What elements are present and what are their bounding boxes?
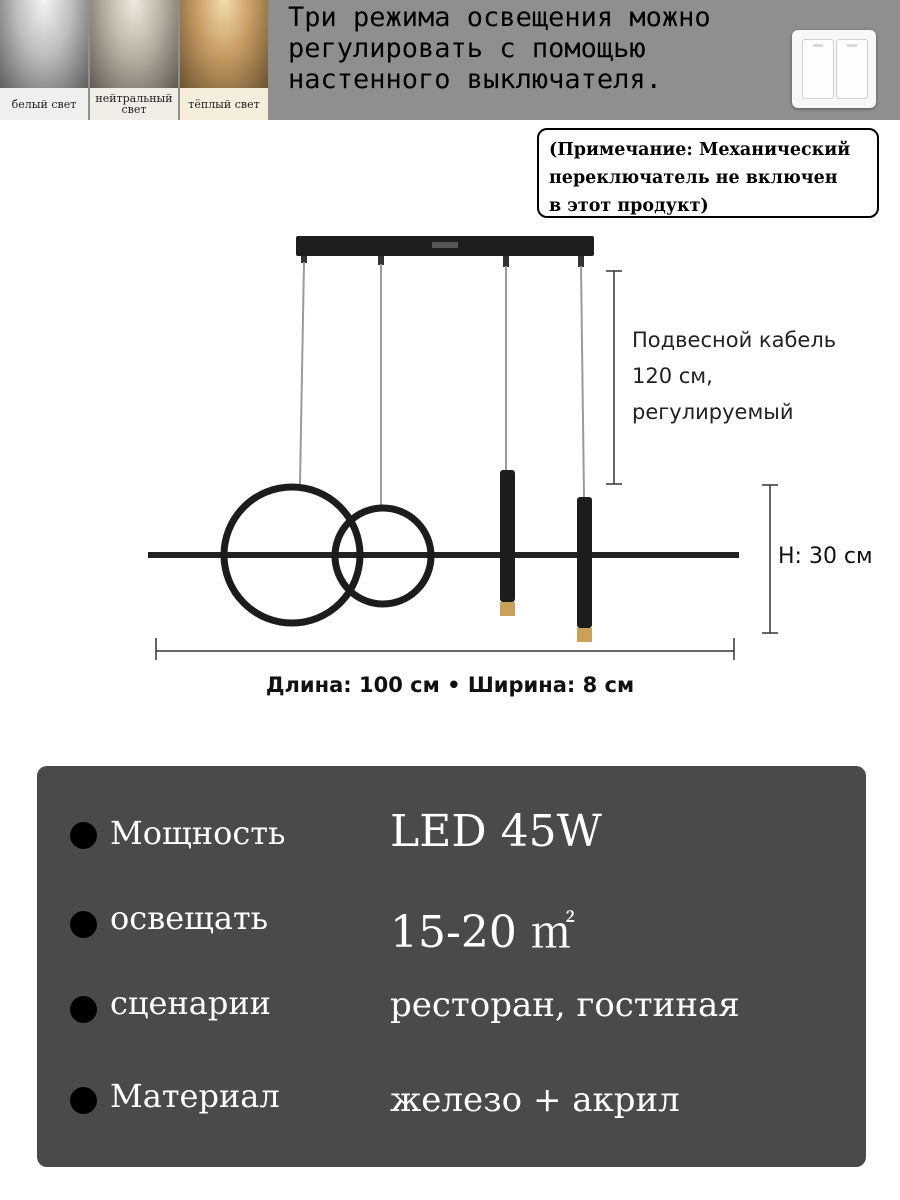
spec-value: LED 45W — [390, 806, 602, 857]
bullet-icon — [70, 822, 97, 849]
spec-value: железо + акрил — [390, 1080, 680, 1120]
neutral-light-label: нейтральный свет — [90, 88, 178, 120]
note-line-2: переключатель не включен — [549, 168, 838, 188]
cable-length-label — [632, 322, 892, 430]
warm-light-label: тёплый свет — [180, 88, 268, 120]
spec-name: Мощность — [110, 814, 286, 852]
spec-row-power — [37, 804, 866, 864]
spec-name: Материал — [110, 1077, 280, 1115]
height-dimension-line — [762, 485, 778, 633]
canopy-controls — [432, 242, 458, 248]
white-light-label: белый свет — [0, 88, 88, 120]
spec-row-area — [37, 894, 866, 958]
spec-value: ресторан, гостиная — [390, 985, 740, 1025]
bullet-icon — [70, 996, 97, 1023]
cable-label-line-2: 120 см, — [632, 364, 713, 388]
cable-dimension-line — [606, 271, 622, 484]
length-dimension-line — [156, 638, 734, 660]
bullet-icon — [70, 911, 97, 938]
cable-label-line-3: регулируемый — [632, 400, 794, 424]
suspension-cables — [300, 262, 584, 505]
note-line-1: (Примечание: Механический — [549, 140, 851, 160]
note-line-3: в этот продукт) — [549, 196, 709, 216]
spec-name: освещать — [110, 899, 269, 937]
banner-line-1: Три режима освещения можно — [288, 2, 711, 33]
spec-row-material — [37, 1074, 866, 1134]
dimensions-label: Длина: 100 см • Ширина: 8 см — [265, 673, 635, 697]
spotlight-right — [577, 497, 592, 628]
spec-name: сценарии — [110, 984, 271, 1022]
spec-value: 15-20 ㎡ — [390, 907, 575, 958]
bullet-icon — [70, 1087, 97, 1114]
banner-line-2: регулировать с помощью — [288, 33, 646, 64]
banner-line-3: настенного выключателя. — [288, 64, 662, 95]
cable-label-line-1: Подвесной кабель — [632, 328, 837, 352]
spec-row-scenarios — [37, 979, 866, 1039]
spotlight-left — [500, 470, 515, 602]
height-label: H: 30 см — [778, 544, 873, 569]
specifications-panel — [37, 766, 866, 1167]
horizontal-light-bar — [148, 552, 739, 558]
